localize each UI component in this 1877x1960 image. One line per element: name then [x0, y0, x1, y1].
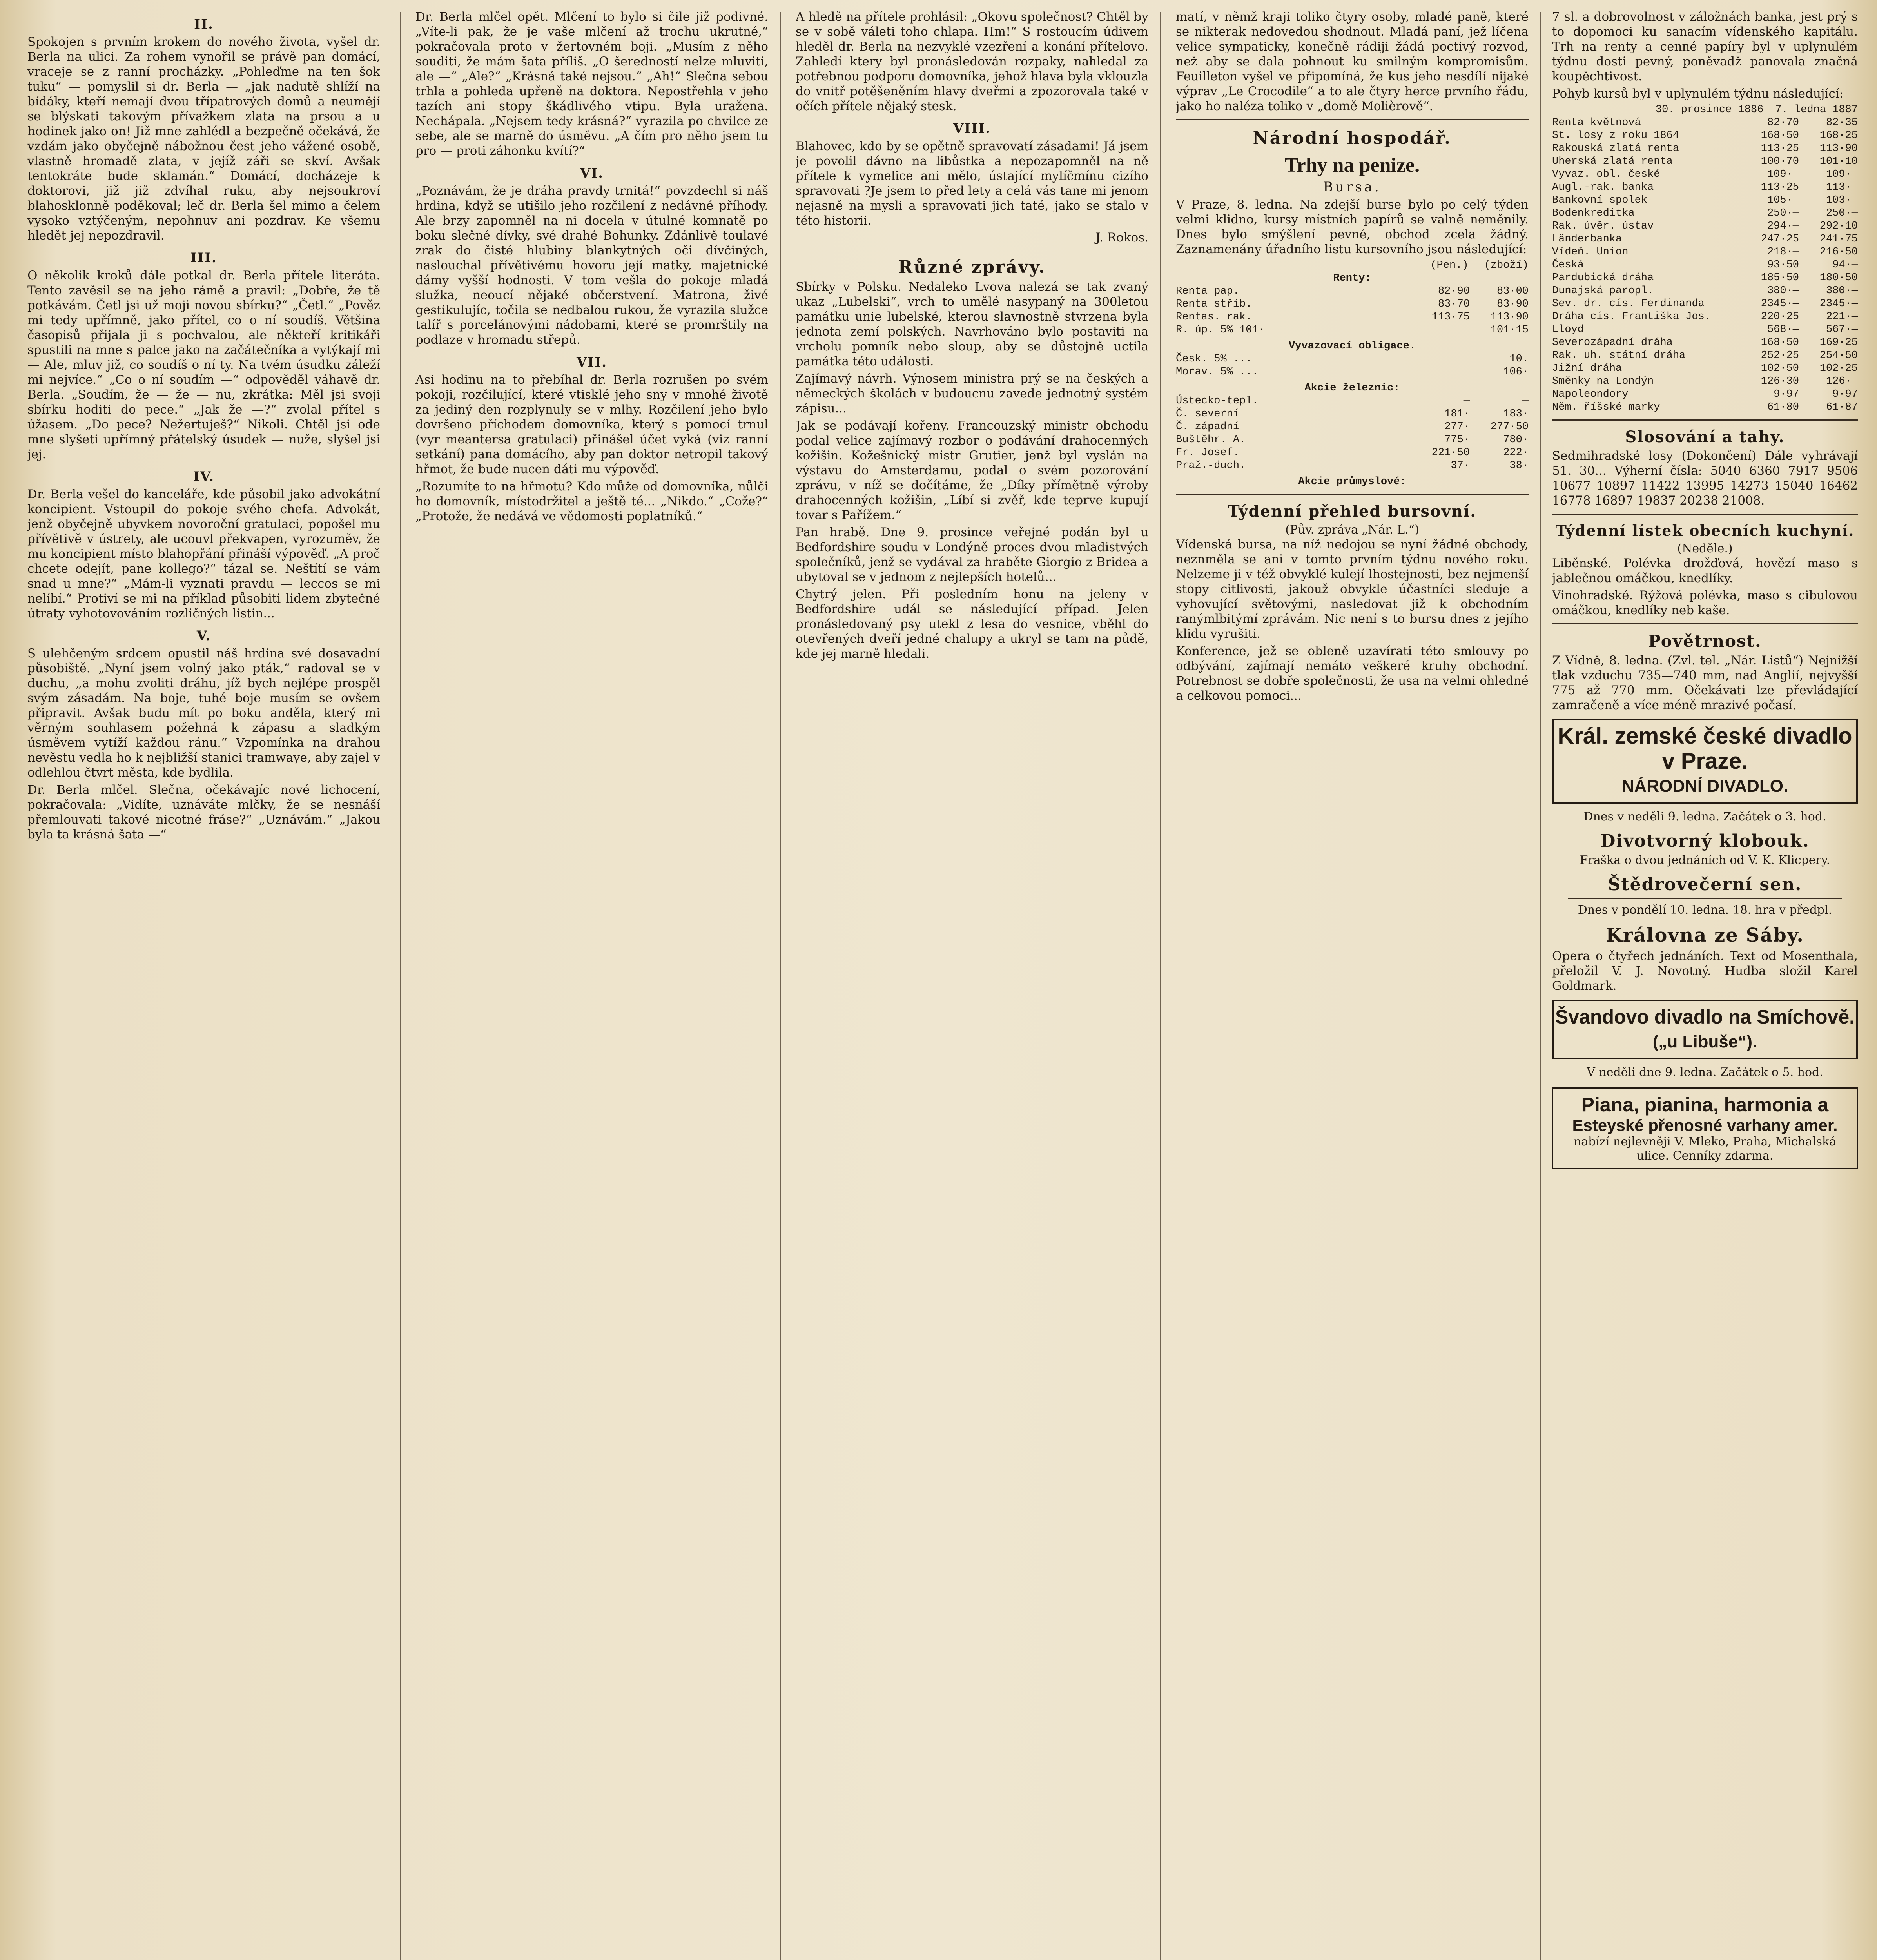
play-title: Štědrovečerní sen. — [1608, 875, 1802, 895]
row-value: 109·— — [1767, 169, 1799, 180]
row-label: Bodenkreditka — [1552, 207, 1635, 219]
row-value: 100·70 — [1761, 156, 1799, 167]
row-value: 82·35 — [1826, 117, 1858, 129]
divider — [1552, 623, 1858, 624]
row-label: Napoleondory — [1552, 388, 1629, 400]
news-item: Pan hrabě. Dne 9. prosince veřejné podán byl u Bedfordshire soudu v Londýně proces dvou mladistvých společníků, jenž se vydával za hraběte Giorgio z Bridea a ubytoval se v jednom z nejlepších hotelů... — [796, 525, 1148, 584]
day-label: (Neděle.) — [1677, 542, 1733, 555]
row-label: Sev. dr. cís. Ferdinanda — [1552, 298, 1705, 310]
theatre-name: Švandovo divadlo na Smíchově. — [1555, 1006, 1855, 1028]
row-value: 277· — [1444, 421, 1470, 433]
story-paragraph: „Poznávám, že je dráha pravdy trnitá!“ povzdechl si náš hrdina, když se utišilo jeho rozčilení z nedávné příhody. Ale brzy zapomněl na ni docela v útulné komnatě po boku slečné dívky, své drahé Bohunky. Zdánlivě toulavé zrak do čisté hlubiny blankytných oči dívčiných, naslouchal přívětivému hovoru její matky, majetnické dámy vyšší hodnosti. V tom vešla do pokoje mladá služka, neoucí nějaké občerstvení. Matrona, živé gestikulujíc, točila se nedbalou rukou, že vyrazila služce talíř s porcelánovými nádobami, které se promrštily na podlaze v hromadu střepů. — [415, 184, 768, 347]
row-value: 106· — [1503, 366, 1529, 378]
table-row — [1552, 246, 1858, 259]
ad-headline: Piana, pianina, harmonia a — [1581, 1094, 1829, 1116]
divider — [1552, 514, 1858, 515]
story-paragraph: S ulehčeným srdcem opustil náš hrdina své dosavadní působiště. „Nyní jsem volný jako pták,“ radoval se v duchu, „a mohu zvoliti dráhu, jíž bych nejlépe prospěl svým zásadám. Na boje, tuhé boje musím se ovšem připravit. Avšak budu mít po boku anděla, který mi věrným souhlasem požehná k zápasu a sladkým úsměvem vytíží každou ránu.“ Vzpomínka na drahou nevěstu vedla ho k nejbližší stanici tramwaye, aby zajel v odlehlou čtvrt města, kde bydlila. — [27, 646, 380, 780]
table-row — [1176, 366, 1529, 379]
row-value: 216·50 — [1819, 246, 1858, 258]
table-header: (zboží) — [1484, 260, 1529, 271]
story-paragraph: Dr. Berla vešel do kanceláře, kde působil jako advokátní koncipient. Vstoupil do pokoje svého chefa. Advokát, jenž obyčejně ubyvkem novoroční gratulaci, popošel mu přívětivě v ústrety, ale ucouvl překvapen, vyrozuměv, že mu koncipient místo blahopřání přináší výpověď. „A proč chcete odejít, pane kollego?“ tázal se. Neštítí se vám snad u mne?“ „Mám-li vyznati pravdu — leccos se mi nelíbí.“ Protiví se mi na příklad působiti lidem zbytečné útraty vyhotovováním rozličných listin... — [27, 487, 380, 621]
row-label: Pardubická dráha — [1552, 272, 1654, 284]
row-label: Morav. 5% ... — [1176, 366, 1259, 378]
subsection-heading: Povětrnost. — [1648, 632, 1762, 651]
row-value: 222· — [1503, 447, 1529, 459]
table-row — [1176, 353, 1529, 366]
row-value: 83·90 — [1496, 298, 1529, 310]
row-value: 168·50 — [1761, 337, 1799, 348]
row-value: 568·— — [1767, 324, 1799, 336]
table-row — [1552, 298, 1858, 310]
table-header: 7. ledna 1887 — [1775, 104, 1858, 116]
section-heading-economy: Národní hospodář. — [1253, 128, 1452, 148]
play-description: Opera o čtyřech jednáních. Text od Mosenthala, přeložil V. J. Novotný. Hudba složil Karel Goldmark. — [1552, 949, 1858, 993]
row-label: Fr. Josef. — [1176, 447, 1240, 459]
table-row — [1552, 116, 1858, 129]
column-2 — [415, 9, 768, 1960]
row-label: Něm. říšské marky — [1552, 401, 1660, 413]
story-paragraph: O několik kroků dále potkal dr. Berla přítele literáta. Tento zavěsil se na jeho rámě a pravil: „Dobře, že tě potkávám. Četl jsi už moji novou sbírku?“ „Četl.“ „Pověz mi tedy upřímně, jako přítel, co o ní soudíš. Většina časopisů přijala ji s pochvalou, ale někteří kritikáři spustili na mne s palce jako na začátečníka a vytýkají mi — Ale, mluv již, co soudíš o ní ty. Na tvém úsudku záleží mi nejvíce.“ „Co o ní soudím —“ odpověděl váhavě dr. Berla. „Soudím, že — že — nu, zkrátka: Měl jsi svoji sbírku hoditi do pece.“ „Jak že —?“ zvolal přítel s úžasem. „Do pece? Nežertuješ?“ Nikoli. Chtěl jsi ode mne slyšeti upřímný přátelský úsudek — nuže, slyšel jsi jej. — [27, 269, 380, 461]
column-5 — [1552, 9, 1858, 1960]
course-table — [1552, 103, 1858, 414]
row-label: Rak. úvěr. ústav — [1552, 220, 1654, 232]
row-label: Länderbanka — [1552, 233, 1622, 245]
table-row — [1552, 259, 1858, 272]
row-value: 241·75 — [1819, 233, 1858, 245]
subsection-heading: Týdenní přehled bursovní. — [1228, 502, 1477, 521]
table-row — [1552, 181, 1858, 194]
row-label: Bankovní spolek — [1552, 194, 1648, 206]
row-value: 221·— — [1826, 311, 1858, 323]
row-value: 2345·— — [1761, 298, 1799, 310]
row-value: 102·50 — [1761, 363, 1799, 374]
subsection-heading: Slosování a tahy. — [1625, 428, 1785, 446]
row-value: 220·25 — [1761, 311, 1799, 323]
news-item: Zajímavý návrh. Výnosem ministra prý se na českých a německých školách v budoucnu zavede jednotný systém zápisu... — [796, 372, 1148, 416]
subsection-heading: Bursa. — [1323, 179, 1381, 195]
chapter-heading: II. — [194, 16, 214, 32]
chapter-heading: VII. — [576, 354, 608, 370]
market-paragraph: Vídenská bursa, na níž nedojou se nyní žádné obchody, neznměla se ani v tomto prvním týdnu nového roku. Nelzeme ji v též obvyklé kulejí lhostejnosti, bez nejmenší stopy citlivosti, jakouž obvykle účastníci sleduje a vyhovující světovými, nasledovat již k obchodním ranýmlbitýmí zprávám. Nic není s to bursu dnes z jejího klidu vyrušiti. — [1176, 537, 1529, 641]
row-value: 101·15 — [1490, 324, 1529, 336]
table-section-title: Akcie průmyslové: — [1298, 476, 1406, 488]
table-row — [1176, 434, 1529, 446]
row-value: 10. — [1509, 353, 1529, 365]
row-value: 113·25 — [1761, 143, 1799, 154]
menu-paragraph: Vinohradské. Rýžová polévka, maso s cibulovou omáčkou, knedlíky neb kaše. — [1552, 588, 1858, 617]
row-label: Renta pap. — [1176, 285, 1240, 297]
story-paragraph: Dr. Berla mlčel opět. Mlčení to bylo si čile již podivné. „Víte-li pak, že je vaše mlčení až trochu ukrutné,“ pokračovala proto v žertovném boji. „Musím z něho souditi, že mám šata příliš. „O šeredností nelze mluviti, ale —“ „Ale?“ „Krásná také nejsou.“ „Ah!“ Slečna sebou trhla a pohleda upřeně na doktora. Nepostřehla v jeho tazích ani stopy škádlivého vtipu. Byla uražena. Nechápala. „Nejsem tedy krásná?“ vyrazila po chvilce ze sebe, ale se marně do úsměvu. „A čím pro něho jsem tu pro — proti záhonku kvítí?“ — [415, 10, 768, 158]
row-label: Č. severní — [1176, 408, 1240, 420]
row-value: 113·25 — [1761, 181, 1799, 193]
table-row — [1552, 323, 1858, 336]
table-row — [1176, 459, 1529, 472]
row-label: Rakouská zlatá renta — [1552, 143, 1679, 154]
row-label: Buštěhr. A. — [1176, 434, 1246, 446]
story-paragraph: A hledě na přítele prohlásil: „Okovu společnost? Chtěl by se v sobě váleti toho chlapa. Hm!“ S rostoucím údivem hleděl dr. Berla na nezvyklé vzezření a konání přítelovo. Zahledí ktery byl pronásledován rozpaky, nahledal za potřebnou podporu domovníka, jehož hlava byla vklouzla do vnitř potěšeněním hlavy dveřmi a zpozorovala také v očích přítele nějaký stesk. — [796, 10, 1148, 113]
subsection-subtitle: (Pův. zpráva „Nár. L.“) — [1285, 523, 1419, 537]
theatre-subtitle: NÁRODNÍ DIVADLO. — [1621, 777, 1788, 796]
lottery-paragraph: Sedmihradské losy (Dokončení) Dále vyhrávají 51. 30... Výherní čísla: 5040 6360 7917 9506 10677 10897 11422 13995 14273 15040 16462 16778 16897 19837 20238 21008. — [1552, 449, 1858, 508]
row-label: St. losy z roku 1864 — [1552, 130, 1679, 142]
row-value: 180·50 — [1819, 272, 1858, 284]
divider — [1176, 494, 1529, 495]
advertisement — [1552, 1087, 1858, 1169]
column-3 — [796, 9, 1148, 1960]
table-row — [1552, 142, 1858, 155]
row-value: 277·50 — [1490, 421, 1529, 433]
row-label: Rak. uh. státní dráha — [1552, 350, 1686, 361]
column-4 — [1176, 9, 1529, 1960]
divider — [1568, 898, 1842, 899]
table-row — [1552, 129, 1858, 142]
divider — [1552, 419, 1858, 421]
feuilleton-paragraph: matí, v němž kraji toliko čtyry osoby, mladé paně, které se nikterak nedovedou shodnout. Mladá paní, jež líčena velice sympaticky, konečně rádiji žádá poctivý rozvod, než aby se dala pohnout ku smilným kompromisům. Feuilleton vyšel ve připomíná, že kus jeho nesdílí nijaké výprav „Le Crocodile“ a to ale čtyry herce prvního řádu, jako ho naléza toliko v „domě Molièrově“. — [1176, 10, 1529, 113]
row-value: 380·— — [1767, 285, 1799, 297]
table-row — [1176, 408, 1529, 421]
row-value: 252·25 — [1761, 350, 1799, 361]
row-value: 61·80 — [1767, 401, 1799, 413]
news-item: Chytrý jelen. Při posledním honu na jeleny v Bedfordshire udál se následující případ. Jelen pronásledovaný psy utekl z lesa do vesnice, vběhl do otevřených dveří jedné chalupy a ukryl se tam na půdě, kde jej marně hledali. — [796, 587, 1148, 661]
row-value: 294·— — [1767, 220, 1799, 232]
row-label: R. úp. 5% 101· — [1176, 324, 1265, 336]
subsection-heading: Týdenní lístek obecních kuchyní. — [1555, 522, 1855, 539]
row-value: 9·97 — [1774, 388, 1799, 400]
row-value: 775· — [1444, 434, 1470, 446]
row-value: 780· — [1503, 434, 1529, 446]
show-date: Dnes v pondělí 10. ledna. 18. hra v předpl. — [1578, 903, 1832, 917]
column-rule — [1540, 12, 1541, 1960]
table-row — [1552, 285, 1858, 298]
row-value: 61·87 — [1826, 401, 1858, 413]
column-rule — [400, 12, 401, 1960]
theatre-banner — [1552, 719, 1858, 804]
table-row — [1176, 298, 1529, 311]
table-section-title: Akcie železnic: — [1304, 382, 1400, 394]
divider — [1176, 119, 1529, 120]
row-value: 101·10 — [1819, 156, 1858, 167]
row-value: 102·25 — [1819, 363, 1858, 374]
row-label: Renta květnová — [1552, 117, 1641, 129]
row-label: Lloyd — [1552, 324, 1584, 336]
row-value: 82·90 — [1438, 285, 1470, 297]
row-label: Vídeň. Union — [1552, 246, 1629, 258]
row-label: Ústecko-tepl. — [1176, 395, 1259, 407]
row-label: Směnky na Londýn — [1552, 376, 1654, 387]
row-value: 2345·— — [1819, 298, 1858, 310]
table-row — [1552, 375, 1858, 388]
row-value: 181· — [1444, 408, 1470, 420]
row-value — [1411, 324, 1470, 337]
row-value — [1411, 366, 1470, 379]
theatre-subtitle: („u Libuše“). — [1652, 1032, 1757, 1051]
story-paragraph: Spokojen s prvním krokem do nového života, vyšel dr. Berla na ulici. Za rohem vynořil se právě pan domácí, vraceje se z ranní procházky. „Pohleďme na ten šok tuku“ — pomyslil si dr. Berla — „jak nadutě shlíží na bídáky, kteří nemají dvou třípatrových domů a neumějí se blýskati takovým přívažkem zlata na prsou a u hodinek jako on! Již mne zahlédl a bezpečně očekává, že vzdám jako obyčejně nábožnou čest jeho vážené osobě, vlastně hromadě zlata, v jejíž záři se skví. Avšak tentokráte bude sklamán.“ Domácí, docházeje k doktorovi, již již zdvíhal ruku, aby nejsoukroví blahosklonně poděkoval; leč dr. Berla šel mimo a čelem vysoko vztýčeným, nepohnuv ani pozdrav. Ke všemu hledět jej nepozdravil. — [27, 35, 380, 243]
row-label: Česk. 5% ... — [1176, 353, 1252, 365]
row-value: 103·— — [1826, 194, 1858, 206]
market-paragraph: 7 sl. a dobrovolnost v záložnách banka, jest prý s to dopomoci ku sanacím vídenského kapitálu. Trh na renty a cenné papíry byl v uplynulém týdnu dosti pevný, poněvadž panovala značná koupěchtivost. — [1552, 10, 1858, 83]
show-date: V neděli dne 9. ledna. Začátek o 5. hod. — [1587, 1065, 1823, 1079]
story-paragraph: Blahovec, kdo by se opětně spravovatí zásadami! Já jsem je povolil dávno na libůstka a nepozapomněl na ně přítele k vymelice ani mělo, ústající mylíčmínu cizího spravovati ?Je jsem to před lety a celá vás tane mi jenom nejasně na mysli a spravovati jich taté, jako se stalo v této historii. — [796, 139, 1148, 228]
table-row — [1176, 421, 1529, 434]
theatre-banner — [1552, 1000, 1858, 1059]
table-row — [1552, 349, 1858, 362]
subsection-heading: Trhy na penize. — [1284, 154, 1420, 176]
row-value: 218·— — [1767, 246, 1799, 258]
section-heading-news: Různé zprávy. — [898, 257, 1046, 277]
row-value: 105·— — [1767, 194, 1799, 206]
row-label: Vyvaz. obl. české — [1552, 169, 1660, 180]
table-row — [1552, 233, 1858, 246]
row-label: Dunajská paropl. — [1552, 285, 1654, 297]
row-label: Uherská zlatá renta — [1552, 156, 1673, 167]
table-row — [1552, 272, 1858, 285]
column-rule — [1160, 12, 1161, 1960]
play-description: Fraška o dvou jednáních od V. K. Klicpery. — [1580, 853, 1830, 867]
row-value: 254·50 — [1819, 350, 1858, 361]
row-value: 567·— — [1826, 324, 1858, 336]
story-paragraph: Asi hodinu na to přebíhal dr. Berla rozrušen po svém pokoji, rozčilující, které vtisklé jeho sny v mnohé životě za jediný den rozplynuly se v mlhy. Rozčilení jeho bylo dovršeno příchodem domovníka, který s pomocí trnul (vyr meantersa gratulaci) přinášel účet vyká (viz ranní setkání) pana domácího, aby pan doktor netropil takový hřmot, že bude nucen dáti mu výpověď. — [415, 373, 768, 476]
market-paragraph: Pohyb kursů byl v uplynulém týdnu následující: — [1552, 87, 1844, 101]
chapter-heading: VIII. — [953, 121, 991, 136]
row-value: 82·70 — [1767, 117, 1799, 129]
row-value: 126·— — [1826, 376, 1858, 387]
row-value: 83·70 — [1438, 298, 1470, 310]
table-row — [1552, 194, 1858, 207]
row-value: 168·50 — [1761, 130, 1799, 142]
row-value: 113·90 — [1490, 311, 1529, 323]
rates-table — [1176, 259, 1529, 488]
row-value: 113·— — [1826, 181, 1858, 193]
row-value: 37· — [1451, 460, 1470, 472]
row-value: 169·25 — [1819, 337, 1858, 348]
story-paragraph: „Rozumíte to na hřmotu? Kdo může od domovníka, nůlči ho domovník, místodržitel a ještě té... „Nikdo.“ „Cože?“ „Protože, že nedává ve vědomosti poplatníků.“ — [415, 479, 768, 523]
chapter-heading: VI. — [580, 165, 604, 181]
row-value: 113·90 — [1819, 143, 1858, 154]
row-value — [1411, 353, 1470, 366]
table-row — [1552, 362, 1858, 375]
table-row — [1552, 310, 1858, 323]
row-value: 185·50 — [1761, 272, 1799, 284]
table-row — [1176, 311, 1529, 324]
row-value: 247·25 — [1761, 233, 1799, 245]
row-label: Renta stříb. — [1176, 298, 1252, 310]
table-row — [1176, 324, 1529, 337]
row-label: Č. západní — [1176, 421, 1240, 433]
row-value: 183· — [1503, 408, 1529, 420]
menu-paragraph: Liběnské. Polévka drožďová, hovězí maso s jablečnou omáčkou, knedlíky. — [1552, 556, 1858, 585]
column-1 — [27, 9, 380, 1960]
row-value: — — [1522, 395, 1529, 407]
row-value: 250·— — [1826, 207, 1858, 219]
table-row — [1552, 401, 1858, 414]
row-value: 9·97 — [1832, 388, 1858, 400]
story-paragraph: Dr. Berla mlčel. Slečna, očekávajíc nové lichocení, pokračovala: „Vidíte, uznáváte mlčky, že se nesnáší přemlouvati takové nicotné fráse?“ „Uznávám.“ „Jakou byla ta krásná šata —“ — [27, 783, 380, 842]
row-value: 83·00 — [1496, 285, 1529, 297]
row-label: Severozápadní dráha — [1552, 337, 1673, 348]
row-value: 221·50 — [1431, 447, 1470, 459]
row-value: 38· — [1509, 460, 1529, 472]
row-label: Dráha cís. Františka Jos. — [1552, 311, 1711, 323]
row-value: 250·— — [1767, 207, 1799, 219]
table-row — [1552, 155, 1858, 168]
row-value: 109·— — [1826, 169, 1858, 180]
table-row — [1552, 336, 1858, 349]
row-value: 168·25 — [1819, 130, 1858, 142]
row-value: 126·30 — [1761, 376, 1799, 387]
row-value: 380·— — [1826, 285, 1858, 297]
weather-paragraph: Z Vídně, 8. ledna. (Zvl. tel. „Nár. Listů“) Nejnižší tlak vzduchu 735—740 mm, nad Anglií, nejvyšší 775 až 770 mm. Očekávati lze převládající zamračeně a více méně mrazivé počasí. — [1552, 653, 1858, 712]
play-title: Divotvorný klobouk. — [1600, 831, 1810, 851]
table-row — [1552, 207, 1858, 220]
chapter-heading: IV. — [193, 469, 215, 485]
theatre-name: Král. zemské české divadlo v Praze. — [1558, 723, 1852, 774]
row-value: 292·10 — [1819, 220, 1858, 232]
news-item: Jak se podávají kořeny. Francouzský ministr obchodu podal velice zajímavý rozbor o podávání drahocenných kožišin. Kožešnický mistr Grutier, jenž byl vyslán na výstavu do Amsterdamu, podal o svém pozorování zprávu, v níž se dočítáme, že „Díky přímětně výroby drahocenných kožišin, „Líbí si zvěř, kde teprve kupují tovar s Pařížem.“ — [796, 419, 1148, 522]
show-date: Dnes v neděli 9. ledna. Začátek o 3. hod. — [1583, 810, 1826, 824]
table-row — [1176, 446, 1529, 459]
column-rule — [780, 12, 781, 1960]
row-label: Rentas. rak. — [1176, 311, 1252, 323]
ad-text: nabízí nejlevněji V. Mleko, Praha, Michalská ulice. Cenníky zdarma. — [1573, 1135, 1837, 1163]
play-title: Královna ze Sáby. — [1606, 924, 1804, 946]
table-header: (Pen.) — [1430, 260, 1469, 271]
chapter-heading: V. — [196, 628, 211, 644]
row-label: Česká — [1552, 259, 1584, 271]
row-value: 94·— — [1832, 259, 1858, 271]
row-value: 93·50 — [1767, 259, 1799, 271]
table-row — [1552, 220, 1858, 233]
market-paragraph: V Praze, 8. ledna. Na zdejší burse bylo po celý týden velmi klidno, kursy místních papírů se valně neměnily. Dnes bylo smýšlení pevné, obchod zcela žádný. Zaznamenány úřadního listu kursovního jsou následující: — [1176, 198, 1529, 256]
table-section-title: Vyvazovací obligace. — [1288, 340, 1416, 352]
table-row — [1176, 285, 1529, 298]
table-row — [1552, 168, 1858, 181]
table-header: 30. prosince 1886 — [1655, 104, 1764, 116]
table-section-title: Renty: — [1333, 272, 1371, 284]
row-label: Augl.-rak. banka — [1552, 181, 1654, 193]
author-signature: J. Rokos. — [1095, 230, 1148, 245]
row-value: 113·75 — [1431, 311, 1470, 323]
table-row — [1552, 388, 1858, 401]
ad-headline: Esteyské přenosné varhany amer. — [1572, 1116, 1838, 1134]
row-value: — — [1463, 395, 1470, 407]
market-paragraph: Konference, jež se obleně uzavírati této smlouvy po odbývání, zajímají nemáto veškeré kruhy obchodní. Potrebnost se dobře společnosti, že usa na velmi ohledné a celkovou pomoci... — [1176, 644, 1529, 703]
news-item: Sbírky v Polsku. Nedaleko Lvova nalezá se tak zvaný ukaz „Lubelski“, vrch to umělé nasypaný na 300letou památku unie lubelské, kterou slavnostně stvrzena byla jednota zemí polských. Navrhováno bylo postaviti na vrcholu pomník nebo sloup, aby se důstojně uctila památka této události. — [796, 280, 1148, 368]
table-row — [1176, 395, 1529, 408]
row-label: Praž.-duch. — [1176, 460, 1246, 472]
chapter-heading: III. — [190, 250, 217, 266]
row-label: Jižní dráha — [1552, 363, 1622, 374]
